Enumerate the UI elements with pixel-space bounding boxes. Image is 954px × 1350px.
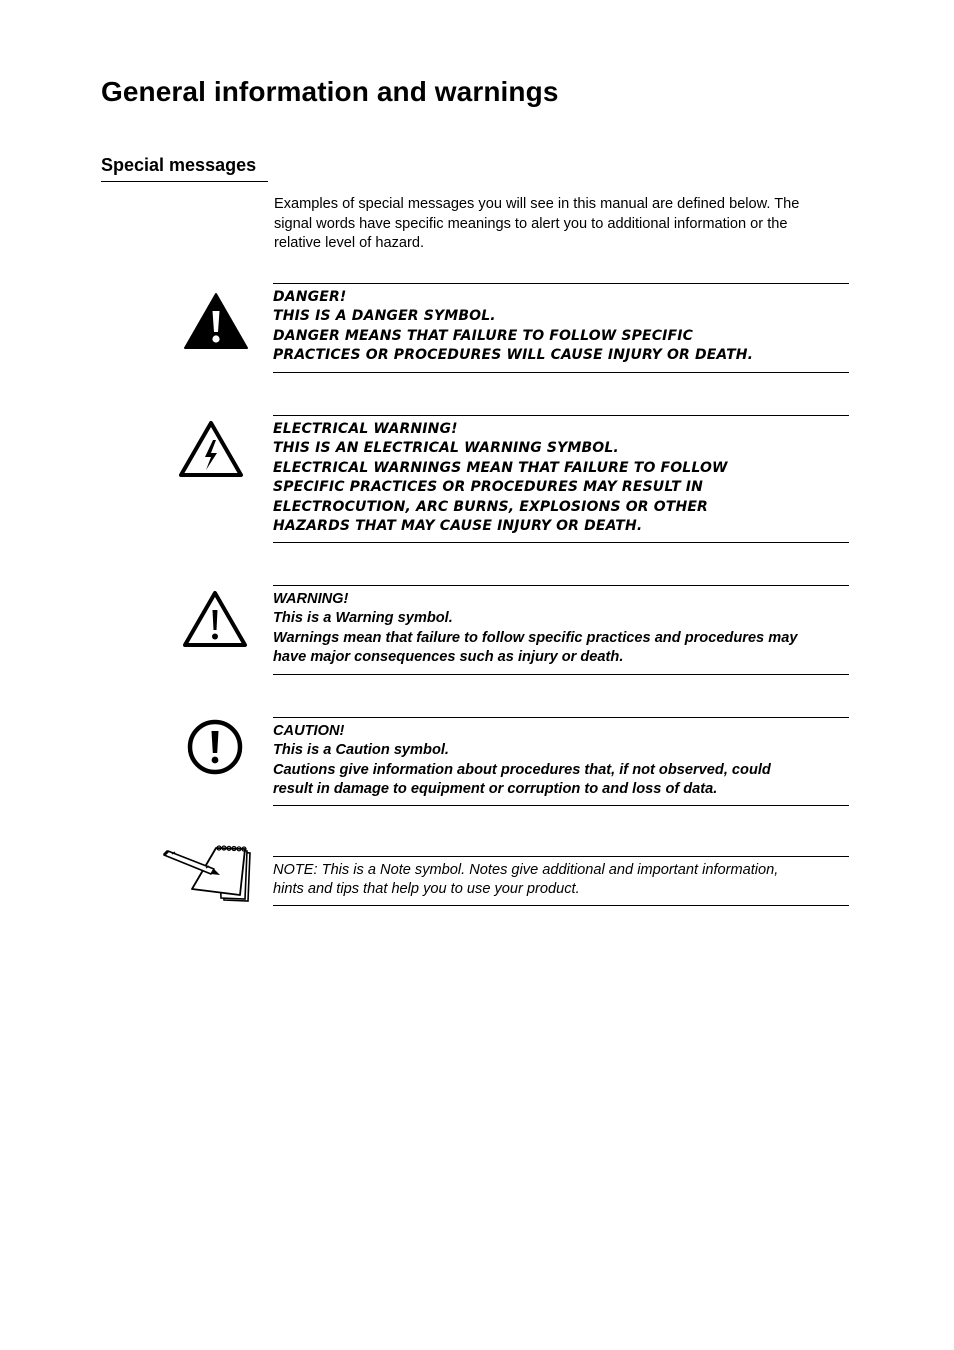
intro-line: signal words have specific meanings to alert you to additional information or the (274, 215, 788, 232)
danger-line: PRACTICES OR PROCEDURES WILL CAUSE INJURY OR DEATH. (273, 347, 754, 364)
note-message (273, 856, 849, 906)
warning-line: This is a Warning symbol. (273, 610, 453, 627)
electrical-warning-title: ELECTRICAL WARNING! (273, 421, 458, 437)
note-line: hints and tips that help you to use your product. (273, 881, 580, 898)
caution-line: This is a Caution symbol. (273, 742, 449, 759)
danger-triangle-icon (183, 292, 249, 350)
caution-line: result in damage to equipment or corruption to and loss of data. (273, 781, 718, 798)
intro-paragraph (274, 195, 854, 254)
warning-line: have major consequences such as injury or death. (273, 649, 624, 666)
electrical-warning-line: ELECTROCUTION, ARC BURNS, EXPLOSIONS OR OTHER (273, 498, 708, 515)
warning-triangle-icon (182, 590, 248, 648)
electrical-warning-line: HAZARDS THAT MAY CAUSE INJURY OR DEATH. (273, 518, 643, 535)
electrical-warning-line: SPECIFIC PRACTICES OR PROCEDURES MAY RESULT IN (273, 479, 704, 496)
danger-line: THIS IS A DANGER SYMBOL. (273, 308, 496, 325)
note-line: NOTE: This is a Note symbol. Notes give additional and important information, (273, 862, 779, 878)
electrical-warning-message (273, 415, 849, 543)
warning-message (273, 585, 849, 675)
caution-message (273, 717, 849, 806)
caution-title: CAUTION! (273, 723, 345, 739)
note-pad-icon (162, 845, 252, 905)
page-title: General information and warnings (101, 76, 559, 107)
electrical-warning-line: THIS IS AN ELECTRICAL WARNING SYMBOL. (273, 440, 619, 457)
section-heading: Special messages (101, 155, 268, 182)
warning-title: WARNING! (273, 591, 349, 607)
danger-message (273, 283, 849, 373)
caution-line: Cautions give information about procedures that, if not observed, could (273, 761, 771, 778)
caution-circle-icon (186, 718, 244, 776)
danger-line: DANGER MEANS THAT FAILURE TO FOLLOW SPECIFIC (273, 327, 694, 344)
danger-title: DANGER! (273, 289, 347, 305)
electrical-warning-icon (178, 420, 244, 478)
electrical-warning-line: ELECTRICAL WARNINGS MEAN THAT FAILURE TO FOLLOW (273, 459, 728, 476)
intro-line: relative level of hazard. (274, 235, 425, 251)
warning-line: Warnings mean that failure to follow specific practices and procedures may (273, 629, 798, 646)
intro-line: Examples of special messages you will see in this manual are defined below. The (274, 196, 800, 212)
